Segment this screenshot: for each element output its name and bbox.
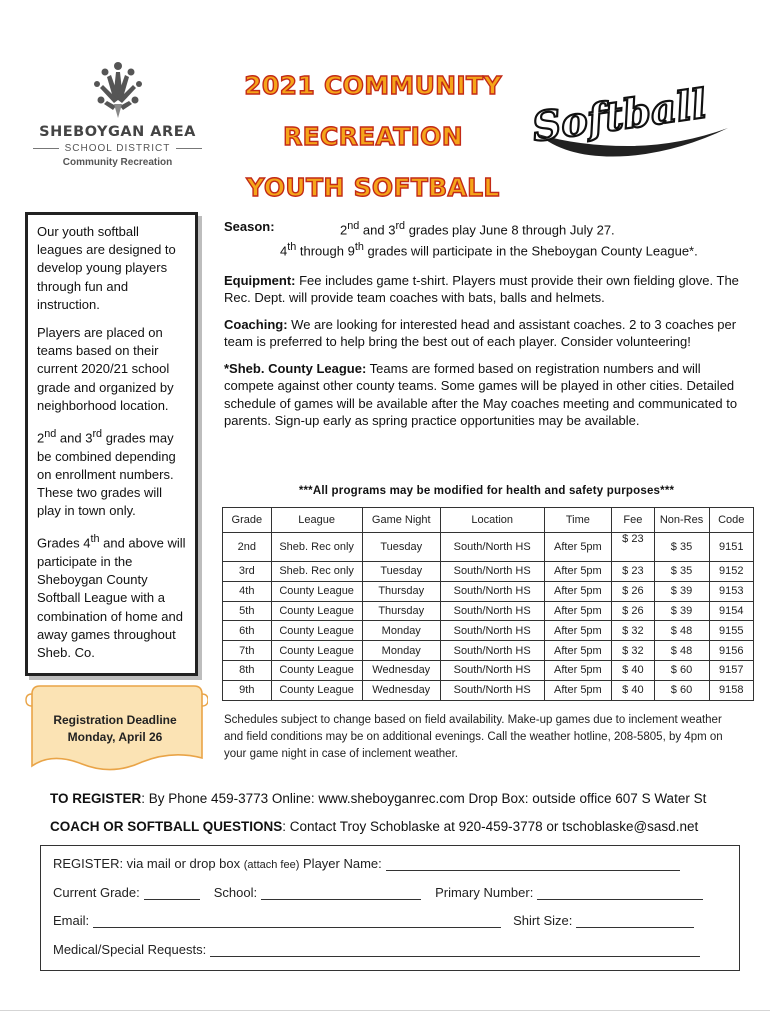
logo-subtitle: SCHOOL DISTRICT	[30, 143, 205, 154]
email-label: Email:	[53, 913, 90, 928]
table-row: 6th County League Monday South/North HS After 5pm $ 32 $ 48 9155	[223, 621, 754, 641]
medical-requests-label: Medical/Special Requests:	[53, 942, 207, 957]
county-league-section: *Sheb. County League: Teams are formed based on registration numbers and will compete against other county teams. Some games will be played in other cities. Detailed schedule of games will be available after the May coaches meeting and communicated to parents. Sign-up early as spring practice opportunities may be available.	[224, 360, 738, 429]
column-header: Non-Res	[654, 508, 709, 533]
page-bottom-divider	[0, 1010, 770, 1011]
form-row	[53, 942, 704, 957]
sidebar-paragraph: Grades 4th and above will participate in the Sheboygan County Softball League with a combination of home and away games throughout Sheb. Co.	[37, 533, 186, 660]
school-label: School:	[213, 885, 258, 900]
schedule-table	[222, 507, 754, 701]
player-name-field[interactable]	[386, 857, 680, 871]
softball-script-logo	[528, 68, 738, 168]
form-row	[53, 885, 707, 900]
equipment-section: Equipment: Fee includes game t-shirt. Players must provide their own fielding glove. The Rec. Dept. will provide team coaches with bats, balls and helmets.	[224, 272, 739, 306]
table-row: 8th County League Wednesday South/North HS After 5pm $ 40 $ 60 9157	[223, 660, 754, 680]
title-line-3: YOUTH SOFTBALL	[246, 173, 500, 202]
title-line-1: 2021 COMMUNITY	[244, 71, 502, 100]
primary-number-field[interactable]	[537, 886, 703, 900]
title-line-2: RECREATION	[283, 122, 463, 151]
table-row: 4th County League Thursday South/North HS After 5pm $ 26 $ 39 9153	[223, 581, 754, 601]
table-row: 3rd Sheb. Rec only Tuesday South/North HS After 5pm $ 23 $ 35 9152	[223, 562, 754, 582]
email-field[interactable]	[93, 914, 501, 928]
sidebar-paragraph: Players are placed on teams based on their current 2020/21 school grade and organized by neighborhood location.	[37, 325, 174, 413]
season-line-1: 2nd and 3rd grades play June 8 through July 27.	[340, 220, 615, 238]
shirt-size-label: Shirt Size:	[513, 913, 573, 928]
registration-form	[40, 845, 740, 971]
schedule-footnote: Schedules subject to change based on field availability. Make-up games due to inclement weather and field conditions may be on additional evenings. Call the weather hotline, 208-5805, by 4pm on your game night in case of inclement weather.	[224, 714, 723, 760]
program-details	[224, 218, 749, 430]
medical-requests-field[interactable]	[210, 943, 700, 957]
program-info-sidebar	[25, 212, 198, 676]
health-safety-notice: ***All programs may be modified for health and safety purposes***	[298, 485, 675, 497]
sidebar-paragraph: 2nd and 3rd grades may be combined depending on enrollment numbers. These two grades will play in town only.	[37, 428, 176, 519]
coaching-section: Coaching: We are looking for interested head and assistant coaches. 2 to 3 coaches per team is preferred to help bring the best out of each player. Consider volunteering!	[224, 316, 737, 350]
table-row: 7th County League Monday South/North HS After 5pm $ 32 $ 48 9156	[223, 641, 754, 661]
deadline-label: Registration Deadline	[53, 713, 177, 727]
register-via-label: REGISTER: via mail or drop box	[53, 856, 241, 871]
column-header: Code	[709, 508, 753, 533]
district-logo	[30, 60, 205, 180]
column-header: Time	[544, 508, 612, 533]
softball-script-text: Softball	[529, 80, 710, 152]
sidebar-paragraph: Our youth softball leagues are designed to develop young players through fun and instruction.	[37, 224, 176, 312]
form-row	[53, 913, 698, 928]
register-info: TO REGISTER: By Phone 459-3773 Online: www.sheboyganrec.com Drop Box: outside office 607 S Water St	[50, 791, 707, 806]
column-header: Game Night	[362, 508, 440, 533]
logo-department: Community Recreation	[62, 157, 173, 168]
table-header-row	[223, 508, 754, 533]
page-title	[228, 60, 518, 213]
primary-number-label: Primary Number:	[435, 885, 534, 900]
figure-burst-logo-icon	[83, 60, 153, 122]
shirt-size-field[interactable]	[576, 914, 694, 928]
season-line-2: 4th through 9th grades will participate in the Sheboygan County League*.	[280, 240, 698, 259]
logo-name: SHEBOYGAN AREA	[39, 124, 196, 140]
current-grade-field[interactable]	[144, 886, 200, 900]
deadline-date: Monday, April 26	[67, 730, 163, 744]
season-section	[224, 218, 749, 239]
table-row: 9th County League Wednesday South/North HS After 5pm $ 40 $ 60 9158	[223, 680, 754, 700]
coach-contact-info: COACH OR SOFTBALL QUESTIONS: Contact Troy Schoblaske at 920-459-3778 or tschoblaske@sasd.net	[50, 819, 699, 834]
column-header: Location	[440, 508, 544, 533]
attach-fee-note: (attach fee)	[243, 859, 300, 871]
current-grade-label: Current Grade:	[53, 885, 140, 900]
table-row: 2nd Sheb. Rec only Tuesday South/North HS After 5pm $ 23 $ 35 9151	[223, 533, 754, 562]
season-label: Season:	[224, 219, 275, 234]
player-name-label: Player Name:	[303, 856, 382, 871]
form-row	[53, 856, 684, 871]
registration-deadline	[30, 712, 200, 746]
school-field[interactable]	[261, 886, 421, 900]
table-row: 5th County League Thursday South/North HS After 5pm $ 26 $ 39 9154	[223, 601, 754, 621]
column-header: League	[271, 508, 362, 533]
column-header: Fee	[612, 508, 654, 533]
column-header: Grade	[223, 508, 272, 533]
